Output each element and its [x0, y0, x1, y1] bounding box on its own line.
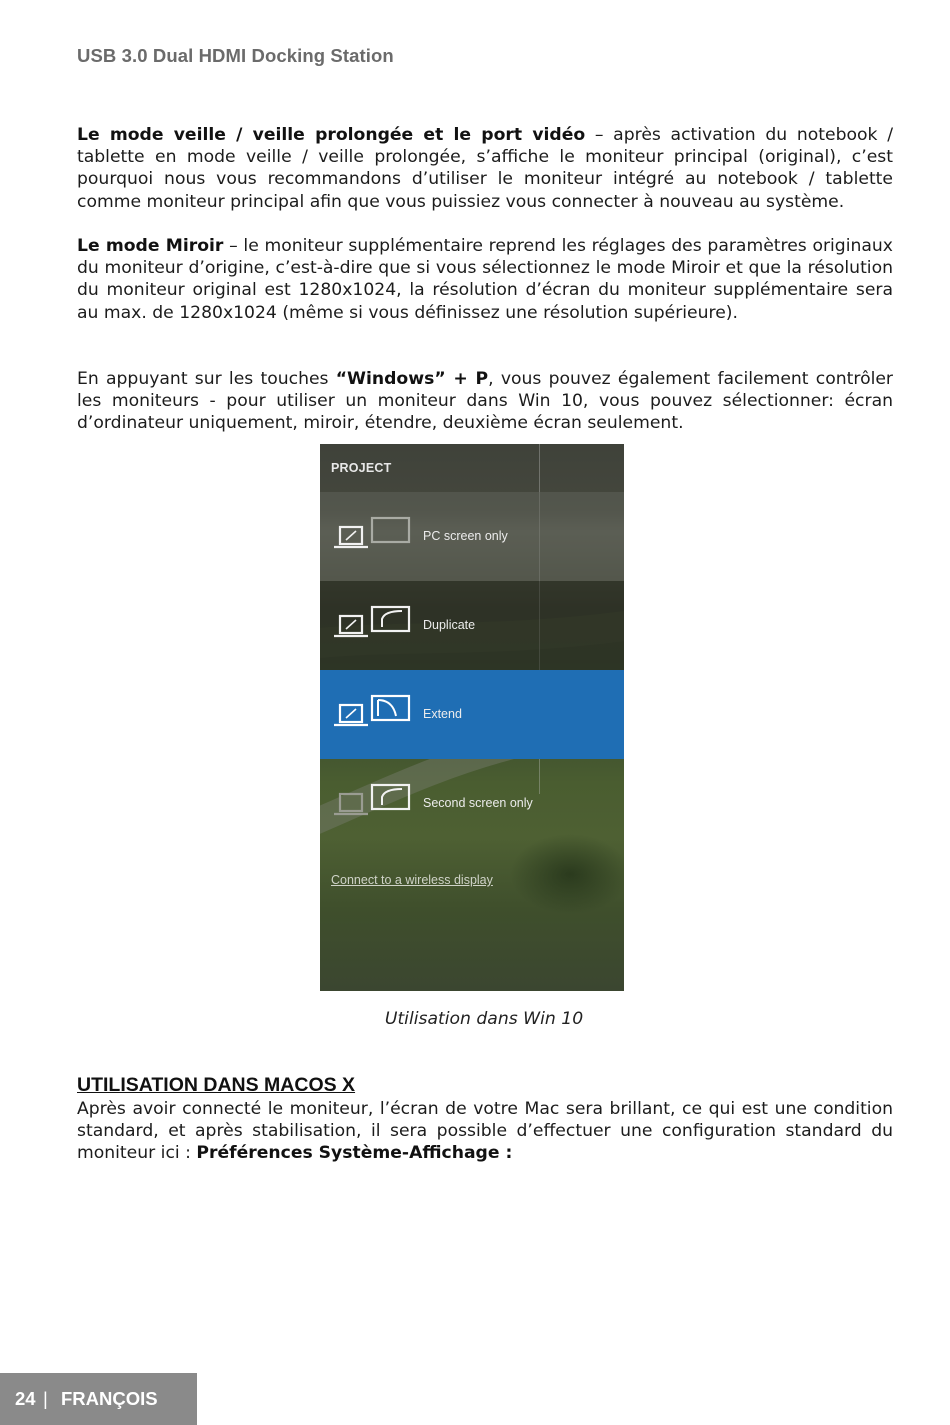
document-header: USB 3.0 Dual HDMI Docking Station	[77, 45, 394, 66]
option-pc-screen-only[interactable]	[320, 492, 624, 581]
project-title: PROJECT	[331, 461, 392, 475]
duplicate-icon	[332, 605, 414, 643]
wireless-display-link[interactable]: Connect to a wireless display	[331, 873, 493, 887]
windows-p-intro: En appuyant sur les touches	[77, 369, 336, 389]
option-label-pc-screen-only: PC screen only	[423, 529, 508, 543]
footer-language: FRANÇOIS	[61, 1388, 158, 1409]
sleep-mode-heading: Le mode veille / veille prolongée et le port vidéo	[77, 125, 586, 145]
section-title-macos: UTILISATION DANS MACOS X	[77, 1074, 356, 1096]
option-label-duplicate: Duplicate	[423, 618, 476, 632]
option-label-extend: Extend	[423, 707, 462, 721]
win10-project-screenshot	[320, 444, 624, 991]
option-label-second-screen-only: Second screen only	[423, 796, 533, 810]
paragraph-macos	[77, 1098, 893, 1165]
macos-preferences: Préférences Système-Affichage :	[196, 1143, 513, 1164]
option-duplicate[interactable]	[320, 581, 624, 670]
footer-separator: |	[43, 1388, 48, 1409]
paragraph-windows-p	[77, 368, 893, 435]
pc-screen-only-icon	[332, 516, 414, 554]
page-footer	[0, 1373, 197, 1425]
macos-text: Après avoir connecté le moniteur, l’écran de votre Mac sera brillant, ce qui est une condition standard, et après stabilisation, il sera possible d’effectuer une configuration standard du moniteur ici :	[77, 1099, 893, 1164]
option-second-screen-only[interactable]	[320, 759, 624, 848]
page-number: 24	[15, 1388, 36, 1409]
option-extend[interactable]	[320, 670, 624, 759]
figure-caption: Utilisation dans Win 10	[384, 1009, 584, 1029]
extend-icon	[332, 694, 414, 732]
windows-p-shortcut: “Windows” + P	[335, 369, 489, 389]
sleep-mode-text: – après activation du notebook / tablette en mode veille / veille prolongée, s’affiche le moniteur principal (original), c’est pourquoi nous vous recommandons d’utiliser le moniteur intégré au notebook / tablette comme moniteur principal afin que vous puissiez vous connecter à nouveau au système.	[77, 125, 893, 212]
windows-p-text: , vous pouvez également facilement contrôler les moniteurs - pour utiliser un moniteur dans Win 10, vous pouvez sélectionner: écran d’ordinateur uniquement, miroir, étendre, deuxième écran seulement.	[77, 369, 893, 434]
mirror-mode-heading: Le mode Miroir	[77, 236, 224, 256]
second-screen-only-icon	[332, 783, 414, 821]
mirror-mode-text: – le moniteur supplémentaire reprend les réglages des paramètres originaux du moniteur d’origine, c’est-à-dire que si vous sélectionnez le mode Miroir et que la résolution du moniteur original est 1280x1024, la résolution d’écran du moniteur supplémentaire sera au max. de 1280x1024 (même si vous définissez une résolution supérieure).	[77, 236, 893, 323]
paragraph-sleep-mode	[77, 124, 893, 213]
paragraph-mirror-mode	[77, 235, 893, 324]
